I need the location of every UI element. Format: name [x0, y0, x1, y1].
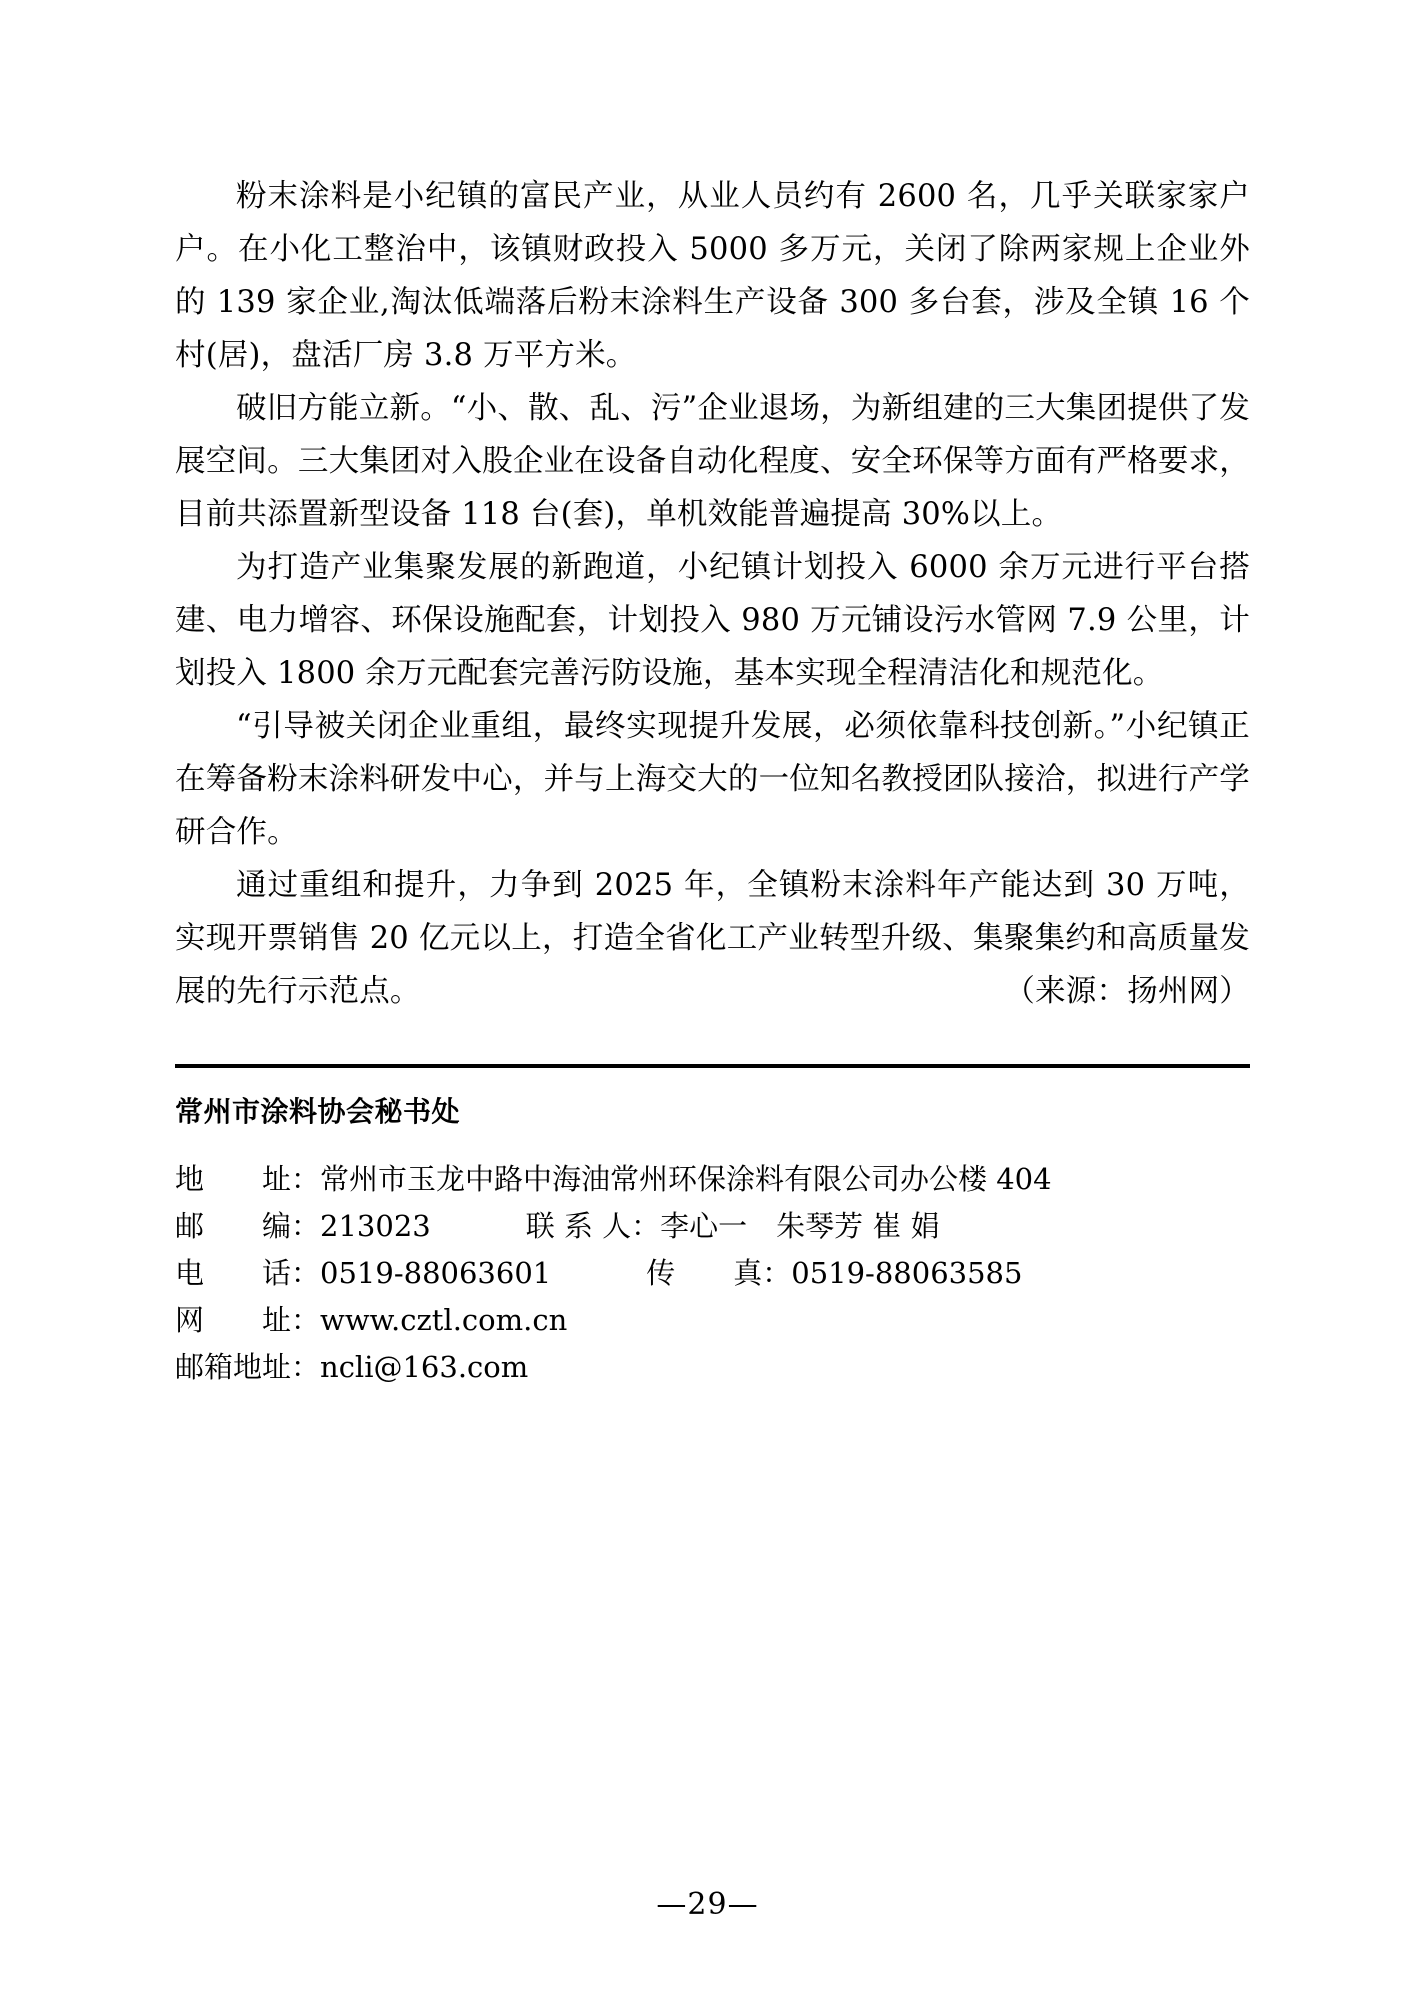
footer-email-value[interactable]: ncli@163.com: [320, 1350, 529, 1384]
footer-email-label: 邮箱地址：: [175, 1350, 321, 1384]
footer-phone-value: 0519-88063601: [320, 1256, 552, 1290]
footer-website-line: [175, 1297, 1250, 1344]
footer-address-label: 地 址：: [175, 1162, 321, 1196]
footer-contact-label: 联 系 人：: [525, 1209, 661, 1243]
paragraph-5: [175, 859, 1250, 1018]
paragraph-1: 粉末涂料是小纪镇的富民产业，从业人员约有 2600 名，几乎关联家家户户。在小化工整治中，该镇财政投入 5000 多万元，关闭了除两家规上企业外的 139 家企业,淘汰低端落后粉末涂料生产设备 300 多台套，涉及全镇 16 个村(居)，盘活厂房 3.8 万平方米。: [175, 179, 1250, 373]
footer-contact-value: 李心一 朱琴芳 崔 娟: [660, 1209, 940, 1243]
footer-email-line: [175, 1344, 1250, 1391]
footer-fax-value: 0519-88063585: [791, 1256, 1023, 1290]
footer-website-value[interactable]: www.cztl.com.cn: [320, 1303, 568, 1337]
article-body: [175, 170, 1250, 1018]
footer-phone-line: [175, 1250, 1250, 1297]
footer-postcode-line: [175, 1203, 1250, 1250]
paragraph-5-text: 通过重组和提升，力争到 2025 年，全镇粉末涂料年产能达到 30 万吨，实现开票销售 20 亿元以上，打造全省化工产业转型升级、集聚集约和高质量发展的先行示范点。: [175, 868, 1250, 1009]
footer-divider: [175, 1064, 1250, 1068]
page-number: —29—: [656, 1887, 759, 1922]
footer-phone-label: 电 话：: [175, 1256, 321, 1290]
footer-address-line: [175, 1156, 1250, 1203]
paragraph-4: “引导被关闭企业重组，最终实现提升发展，必须依靠科技创新。”小纪镇正在筹备粉末涂料研发中心，并与上海交大的一位知名教授团队接洽，拟进行产学研合作。: [175, 709, 1250, 850]
footer-postcode-label: 邮 编：: [175, 1209, 321, 1243]
article-source: （来源：扬州网）: [1004, 974, 1250, 1009]
footer-title: 常州市涂料协会秘书处: [175, 1095, 461, 1128]
footer-website-label: 网 址：: [175, 1303, 321, 1337]
paragraph-2: 破旧方能立新。“小、散、乱、污”企业退场，为新组建的三大集团提供了发展空间。三大集团对入股企业在设备自动化程度、安全环保等方面有严格要求，目前共添置新型设备 118 台(套)，单机效能普遍提高 30%以上。: [175, 391, 1250, 532]
footer-postcode-value: 213023: [320, 1209, 431, 1243]
footer-block: [175, 1090, 1250, 1391]
footer-address-value: 常州市玉龙中路中海油常州环保涂料有限公司办公楼 404: [320, 1162, 1052, 1196]
footer-fax-label: 传 真：: [646, 1256, 792, 1290]
paragraph-3: 为打造产业集聚发展的新跑道，小纪镇计划投入 6000 余万元进行平台搭建、电力增容、环保设施配套，计划投入 980 万元铺设污水管网 7.9 公里，计划投入 1800 余万元配套完善污防设施，基本实现全程清洁化和规范化。: [175, 550, 1250, 691]
